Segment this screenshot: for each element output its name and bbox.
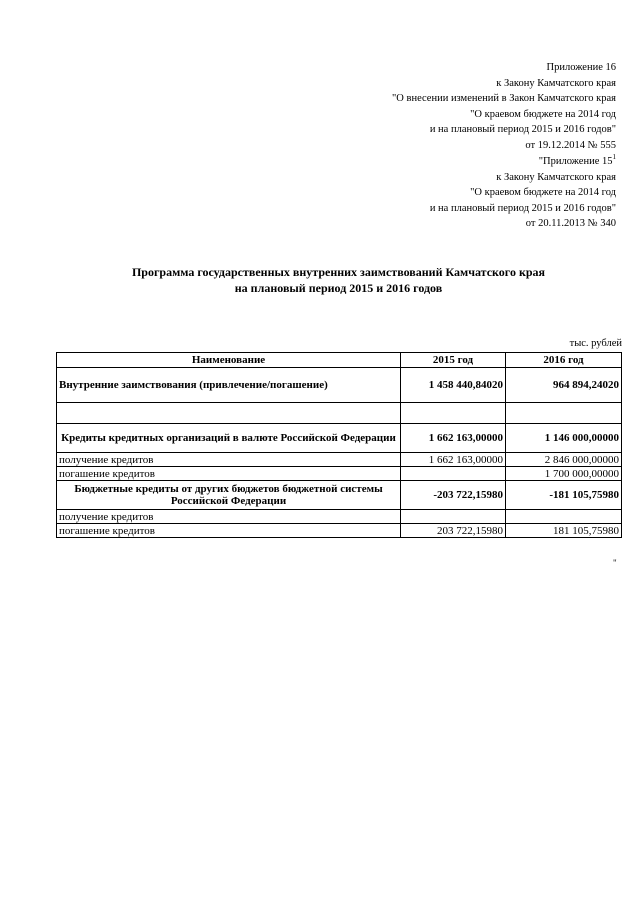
row-name: Бюджетные кредиты от других бюджетов бюджетной системы Российской Федерации xyxy=(57,481,401,510)
document-title-line1: Программа государственных внутренних заимствований Камчатского края xyxy=(131,265,546,279)
table-row-empty xyxy=(57,403,622,424)
appendix-current-line: к Закону Камчатского края xyxy=(496,77,616,89)
borrowing-table xyxy=(56,352,622,538)
document-title-line2: на плановый период 2015 и 2016 годов xyxy=(234,281,443,295)
row-2016: 2 846 000,00000 xyxy=(506,453,622,467)
row-2015 xyxy=(401,403,506,424)
appendix-original-title: "Приложение 15 xyxy=(538,156,613,167)
table-row xyxy=(57,481,622,510)
row-name: погашение кредитов xyxy=(57,467,401,481)
row-2015: 1 662 163,00000 xyxy=(401,424,506,453)
row-name xyxy=(57,403,401,424)
row-2016 xyxy=(506,510,622,524)
appendix-current-header xyxy=(392,60,616,153)
document-title xyxy=(56,264,621,296)
row-name: получение кредитов xyxy=(57,510,401,524)
row-2015: -203 722,15980 xyxy=(401,481,506,510)
row-name: Кредиты кредитных организаций в валюте Российской Федерации xyxy=(57,424,401,453)
table-row xyxy=(57,424,622,453)
appendix-original-line: от 20.11.2013 № 340 xyxy=(525,218,616,229)
row-2016: 1 700 000,00000 xyxy=(506,467,622,481)
row-2016: 1 146 000,00000 xyxy=(506,424,622,453)
header-name: Наименование xyxy=(57,353,401,368)
row-2016: 181 105,75980 xyxy=(506,524,622,538)
row-2016: -181 105,75980 xyxy=(506,481,622,510)
row-2015 xyxy=(401,467,506,481)
table-row xyxy=(57,510,622,524)
unit-label: тыс. рублей xyxy=(569,338,622,349)
row-2015 xyxy=(401,510,506,524)
appendix-current-line: Приложение 16 xyxy=(546,62,616,73)
row-2016: 964 894,24020 xyxy=(506,368,622,403)
table-row xyxy=(57,524,622,538)
appendix-original-header xyxy=(430,154,616,232)
row-name: Внутренние заимствования (привлечение/погашение) xyxy=(57,368,401,403)
table-header-row xyxy=(57,353,622,368)
appendix-original-line: к Закону Камчатского края xyxy=(496,171,616,183)
closing-quote: " xyxy=(613,558,617,568)
appendix-superscript: 1 xyxy=(612,153,616,161)
table-row xyxy=(57,368,622,403)
row-name: получение кредитов xyxy=(57,453,401,467)
row-2015: 1 662 163,00000 xyxy=(401,453,506,467)
header-2015: 2015 год xyxy=(401,353,506,368)
appendix-current-line: от 19.12.2014 № 555 xyxy=(525,139,616,151)
row-2016 xyxy=(506,403,622,424)
row-2015: 203 722,15980 xyxy=(401,524,506,538)
appendix-current-line: "О внесении изменений в Закон Камчатского края xyxy=(392,93,616,104)
appendix-current-line: и на плановый период 2015 и 2016 годов" xyxy=(429,124,616,135)
appendix-original-line: "О краевом бюджете на 2014 год xyxy=(470,187,616,198)
table-row xyxy=(57,453,622,467)
appendix-original-first-line xyxy=(430,154,616,170)
table-row xyxy=(57,467,622,481)
appendix-current-line: "О краевом бюджете на 2014 год xyxy=(470,108,616,120)
appendix-original-line: и на плановый период 2015 и 2016 годов" xyxy=(429,202,616,214)
row-name: погашение кредитов xyxy=(57,524,401,538)
row-2015: 1 458 440,84020 xyxy=(401,368,506,403)
header-2016: 2016 год xyxy=(506,353,622,368)
